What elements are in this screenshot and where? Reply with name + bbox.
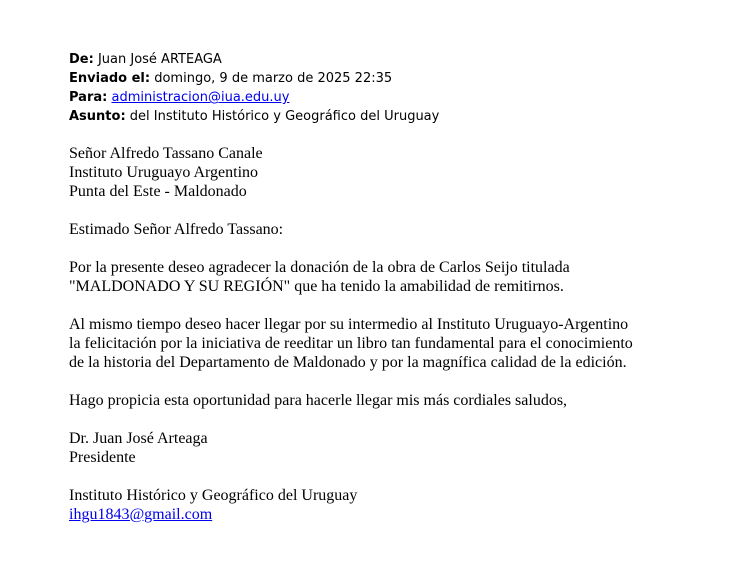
paragraph2-line1: Al mismo tiempo deseo hacer llegar por su intermedio al Instituto Uruguayo-Argentino — [69, 316, 629, 333]
spacer — [69, 372, 709, 391]
subject-value: del Instituto Histórico y Geográfico del Uruguay — [129, 109, 440, 124]
subject-label: Asunto: — [69, 109, 126, 124]
letter-body — [69, 144, 709, 524]
recipient-location: Punta del Este - Maldonado — [69, 183, 247, 200]
to-row — [69, 88, 439, 107]
spacer — [69, 467, 709, 486]
to-email-link[interactable]: administracion@iua.edu.uy — [111, 90, 290, 105]
spacer — [69, 201, 709, 220]
from-label: De: — [69, 52, 94, 67]
sent-label: Enviado el: — [69, 71, 151, 86]
closing-line: Hago propicia esta oportunidad para hacerle llegar mis más cordiales saludos, — [69, 392, 568, 409]
signature-name: Dr. Juan José Arteaga — [69, 430, 208, 447]
subject-row — [69, 107, 439, 126]
footer-email-link[interactable]: ihgu1843@gmail.com — [69, 506, 213, 523]
paragraph1-line1: Por la presente deseo agradecer la donación de la obra de Carlos Seijo titulada — [69, 259, 570, 276]
spacer — [69, 410, 709, 429]
from-value: Juan José ARTEAGA — [97, 52, 222, 67]
sent-value: domingo, 9 de marzo de 2025 22:35 — [154, 71, 393, 86]
recipient-institution: Instituto Uruguayo Argentino — [69, 164, 259, 181]
sent-row — [69, 69, 439, 88]
paragraph2-line3: de la historia del Departamento de Maldonado y por la magnífica calidad de la edición. — [69, 354, 627, 371]
paragraph1-line2: "MALDONADO Y SU REGIÓN" que ha tenido la amabilidad de remitirnos. — [69, 278, 564, 295]
to-label: Para: — [69, 90, 108, 105]
from-row — [69, 50, 439, 69]
signature-title: Presidente — [69, 449, 136, 466]
footer-institution: Instituto Histórico y Geográfico del Uruguay — [69, 487, 358, 504]
greeting: Estimado Señor Alfredo Tassano: — [69, 221, 284, 238]
spacer — [69, 239, 709, 258]
recipient-name: Señor Alfredo Tassano Canale — [69, 145, 263, 162]
spacer — [69, 296, 709, 315]
email-header — [69, 50, 439, 126]
footer-email-row — [69, 505, 709, 524]
paragraph2-line2: la felicitación por la iniciativa de reeditar un libro tan fundamental para el conocimiento — [69, 335, 633, 352]
